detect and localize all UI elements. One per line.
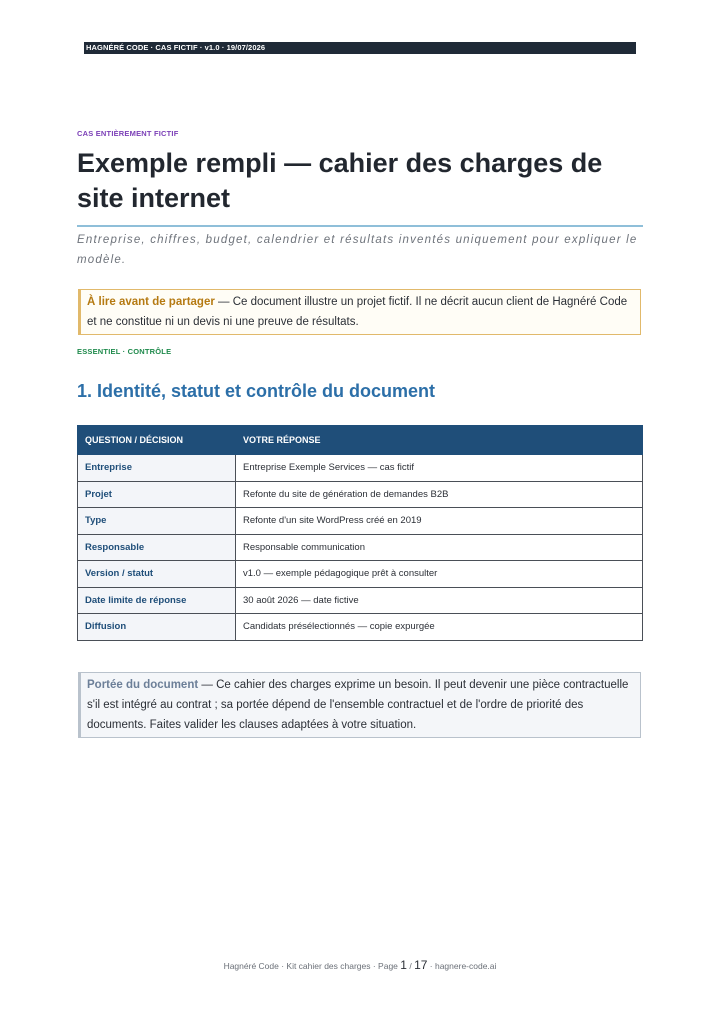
page-subtitle: Entreprise, chiffres, budget, calendrier et résultats inventés uniquement pour expliquer le modèle.	[77, 234, 638, 266]
row-question: Entreprise	[78, 455, 236, 482]
fictional-case-kicker: CAS ENTIÈREMENT FICTIF	[77, 129, 179, 138]
identity-table	[77, 425, 643, 641]
notice-text: — Ce document illustre un projet fictif. Il ne décrit aucun client de Hagnéré Code et ne constitue ni un devis ni une preuve de résultats.	[87, 296, 628, 328]
section-tag: ESSENTIEL · CONTRÔLE	[77, 347, 172, 356]
footer-suffix: · hagnere-code.ai	[427, 961, 497, 971]
header-banner: HAGNÉRÉ CODE · CAS FICTIF · v1.0 · 19/07/2026	[84, 42, 636, 54]
row-question: Projet	[78, 481, 236, 508]
table-row	[78, 561, 643, 588]
table-header-row	[78, 426, 643, 455]
row-question: Type	[78, 508, 236, 535]
row-answer: Refonte du site de génération de demandes B2B	[236, 481, 643, 508]
notice-label: À lire avant de partager	[87, 296, 215, 308]
table-row	[78, 455, 643, 482]
row-answer: Candidats présélectionnés — copie expurgée	[236, 614, 643, 641]
title-divider	[77, 225, 643, 227]
table-row	[78, 534, 643, 561]
column-header-answer: VOTRE RÉPONSE	[236, 426, 643, 455]
row-question: Responsable	[78, 534, 236, 561]
row-question: Diffusion	[78, 614, 236, 641]
notice-box	[78, 289, 641, 335]
page-separator: /	[406, 961, 415, 971]
scope-label: Portée du document	[87, 679, 199, 691]
row-answer: Refonte d'un site WordPress créé en 2019	[236, 508, 643, 535]
row-answer: v1.0 — exemple pédagogique prêt à consulter	[236, 561, 643, 588]
row-answer: Entreprise Exemple Services — cas fictif	[236, 455, 643, 482]
row-question: Version / statut	[78, 561, 236, 588]
page-title: Exemple rempli — cahier des charges de site internet	[77, 148, 603, 213]
row-question: Date limite de réponse	[78, 587, 236, 614]
scope-text: — Ce cahier des charges exprime un besoin. Il peut devenir une pièce contractuelle s'il est intégré au contrat ; sa portée dépend de l'ensemble contractuel et de l'ordre de priorité des documents. Faites valider les clauses adaptées à votre situation.	[87, 679, 629, 731]
table-row	[78, 508, 643, 535]
table-row	[78, 614, 643, 641]
column-header-question: QUESTION / DÉCISION	[78, 426, 236, 455]
page-total: 17	[414, 958, 428, 972]
scope-box	[78, 672, 641, 738]
page-footer	[0, 958, 720, 972]
row-answer: Responsable communication	[236, 534, 643, 561]
table-row	[78, 587, 643, 614]
table-row	[78, 481, 643, 508]
page-number: 1	[400, 958, 407, 972]
section-heading: 1. Identité, statut et contrôle du document	[77, 381, 436, 401]
footer-prefix: Hagnéré Code · Kit cahier des charges · Page	[223, 961, 401, 971]
row-answer: 30 août 2026 — date fictive	[236, 587, 643, 614]
